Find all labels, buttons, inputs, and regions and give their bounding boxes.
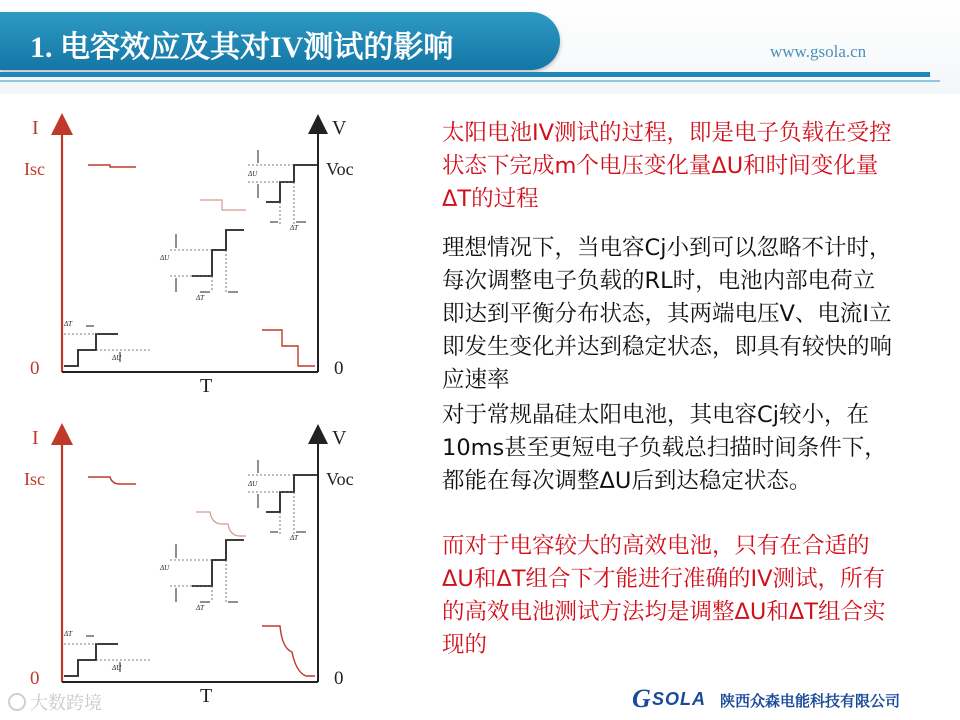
watermark bbox=[8, 689, 102, 715]
logo-mark: G bbox=[632, 684, 651, 713]
company-name: 陕西众森电能科技有限公司 bbox=[720, 692, 901, 710]
time-axis-label: T bbox=[200, 685, 213, 707]
voltage-steps-mid bbox=[192, 540, 244, 586]
paragraph-conventional-cell bbox=[390, 399, 895, 498]
zero-label-right: 0 bbox=[334, 668, 344, 689]
current-curve-low bbox=[262, 330, 315, 366]
paragraph-text: 对于常规晶硅太阳电池，其电容Cj较小，在10ms甚至更短电子负载总扫描时间条件下，都能在每次调整ΔU后到达稳定状态。 bbox=[442, 402, 887, 494]
iv-step-diagram-capacitive bbox=[0, 420, 380, 710]
voc-label: Voc bbox=[326, 159, 354, 179]
voltage-steps-high bbox=[266, 165, 318, 202]
paragraph-text: 而对于电容较大的高效电池，只有在合适的ΔU和ΔT组合下才能进行准确的IV测试，所有的高效电池测试方法均是调整ΔU和ΔT组合实现的 bbox=[442, 533, 886, 658]
paragraph-iv-process bbox=[390, 117, 895, 216]
voltage-axis-label: V bbox=[332, 427, 347, 449]
current-curve-top bbox=[88, 165, 136, 167]
current-curve-mid bbox=[200, 200, 246, 210]
paragraph-ideal-case bbox=[390, 232, 895, 397]
zero-label-left: 0 bbox=[30, 358, 40, 379]
delta-u-label: ΔU bbox=[248, 170, 258, 178]
delta-u-label: ΔU bbox=[160, 254, 170, 262]
paragraph-text: 太阳电池IV测试的过程，即是电子负载在受控状态下完成m个电压变化量ΔU和时间变化量ΔT的过程 bbox=[442, 120, 892, 212]
time-axis-label: T bbox=[200, 375, 213, 397]
iv-step-diagram-ideal bbox=[0, 110, 380, 400]
slide-header bbox=[0, 0, 960, 94]
isc-label: Isc bbox=[24, 159, 45, 179]
logo-wordmark: SOLA bbox=[652, 689, 707, 709]
zero-label-left: 0 bbox=[30, 668, 40, 689]
delta-u-label: ΔU bbox=[248, 480, 258, 488]
zero-label-right: 0 bbox=[334, 358, 344, 379]
company-logo bbox=[632, 686, 954, 714]
voltage-steps-high bbox=[266, 475, 318, 512]
delta-t-label: ΔT bbox=[290, 534, 299, 542]
current-curve-low bbox=[262, 626, 315, 676]
delta-t-label: ΔT bbox=[196, 294, 205, 302]
paragraph-high-efficiency-cell bbox=[390, 530, 895, 662]
paragraph-text: 理想情况下，当电容Cj小到可以忽略不计时，每次调整电子负载的RL时，电池内部电荷立即达到平衡分布状态，其两端电压V、电流I立即发生变化并达到稳定状态，即具有较快的响应速率 bbox=[442, 235, 893, 393]
slide-title: 1. 电容效应及其对IV测试的影响 bbox=[30, 31, 454, 64]
current-axis-label: I bbox=[32, 427, 39, 449]
voc-label: Voc bbox=[326, 469, 354, 489]
delta-t-label: ΔT bbox=[64, 630, 73, 638]
delta-u-label: ΔU bbox=[160, 564, 170, 572]
delta-u-label: ΔU bbox=[112, 664, 122, 672]
delta-t-label: ΔT bbox=[290, 224, 299, 232]
isc-label: Isc bbox=[24, 469, 45, 489]
delta-t-label: ΔT bbox=[196, 604, 205, 612]
delta-t-label: ΔT bbox=[64, 320, 73, 328]
chat-icon bbox=[8, 693, 26, 711]
site-url: www.gsola.cn bbox=[770, 42, 867, 61]
delta-u-label: ΔU bbox=[112, 354, 122, 362]
watermark-text: 大数跨境 bbox=[30, 693, 102, 714]
voltage-axis-label: V bbox=[332, 117, 347, 139]
current-curve-top bbox=[88, 477, 136, 484]
current-axis-label: I bbox=[32, 117, 39, 139]
header-rule-thin bbox=[0, 80, 940, 82]
current-curve-mid bbox=[196, 512, 246, 536]
voltage-steps-mid bbox=[192, 230, 244, 276]
header-rule bbox=[0, 72, 930, 77]
